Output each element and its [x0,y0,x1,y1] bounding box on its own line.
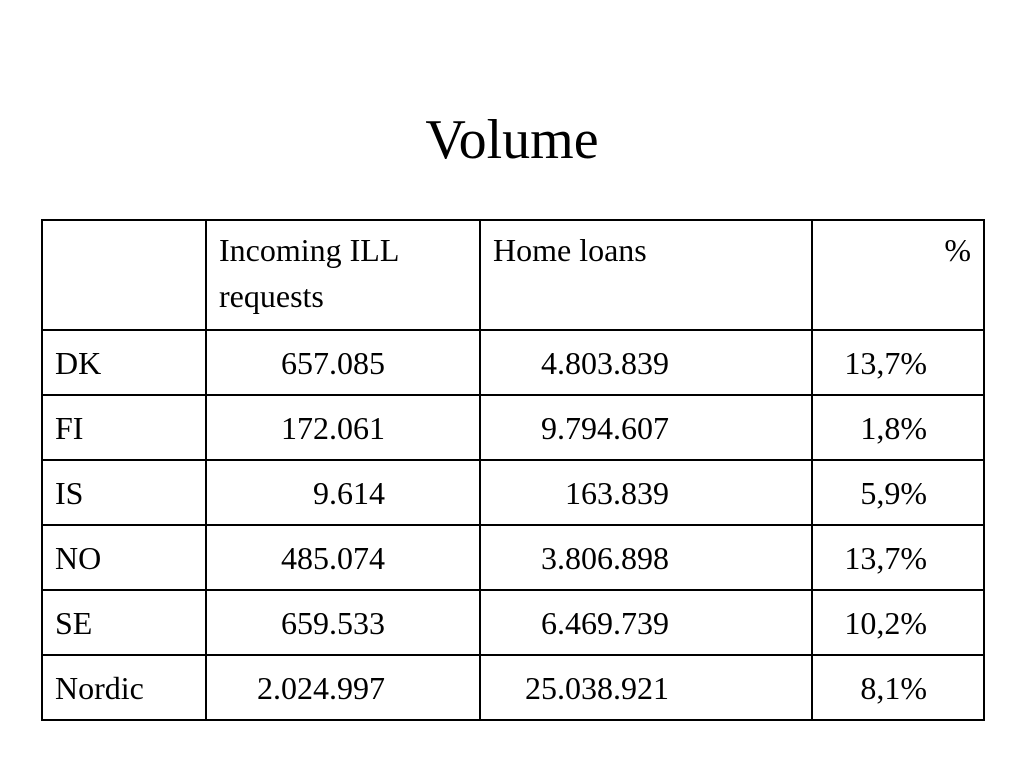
country-cell: IS [42,460,206,525]
table-row [42,525,984,590]
country-cell: Nordic [42,655,206,720]
home-loans-cell: 163.839 [480,460,812,525]
header-cell-country [42,220,206,330]
country-cell: FI [42,395,206,460]
table-row [42,460,984,525]
header-cell-incoming-ill: Incoming ILL requests [206,220,480,330]
home-loans-cell: 6.469.739 [480,590,812,655]
incoming-ill-cell: 657.085 [206,330,480,395]
table-row [42,590,984,655]
percent-cell: 10,2% [812,590,984,655]
country-cell: DK [42,330,206,395]
country-cell: NO [42,525,206,590]
percent-cell: 5,9% [812,460,984,525]
percent-cell: 13,7% [812,525,984,590]
home-loans-cell: 9.794.607 [480,395,812,460]
table-row [42,395,984,460]
slide-title: Volume [425,109,599,171]
incoming-ill-cell: 172.061 [206,395,480,460]
table-row [42,330,984,395]
incoming-ill-cell: 485.074 [206,525,480,590]
header-cell-percent: % [812,220,984,330]
percent-cell: 8,1% [812,655,984,720]
country-cell: SE [42,590,206,655]
percent-cell: 1,8% [812,395,984,460]
incoming-ill-cell: 659.533 [206,590,480,655]
home-loans-cell: 3.806.898 [480,525,812,590]
home-loans-cell: 4.803.839 [480,330,812,395]
volume-table [41,219,985,721]
table-row-total [42,655,984,720]
incoming-ill-cell: 9.614 [206,460,480,525]
home-loans-cell: 25.038.921 [480,655,812,720]
incoming-ill-cell: 2.024.997 [206,655,480,720]
table-header-row [42,220,984,330]
header-cell-home-loans: Home loans [480,220,812,330]
percent-cell: 13,7% [812,330,984,395]
